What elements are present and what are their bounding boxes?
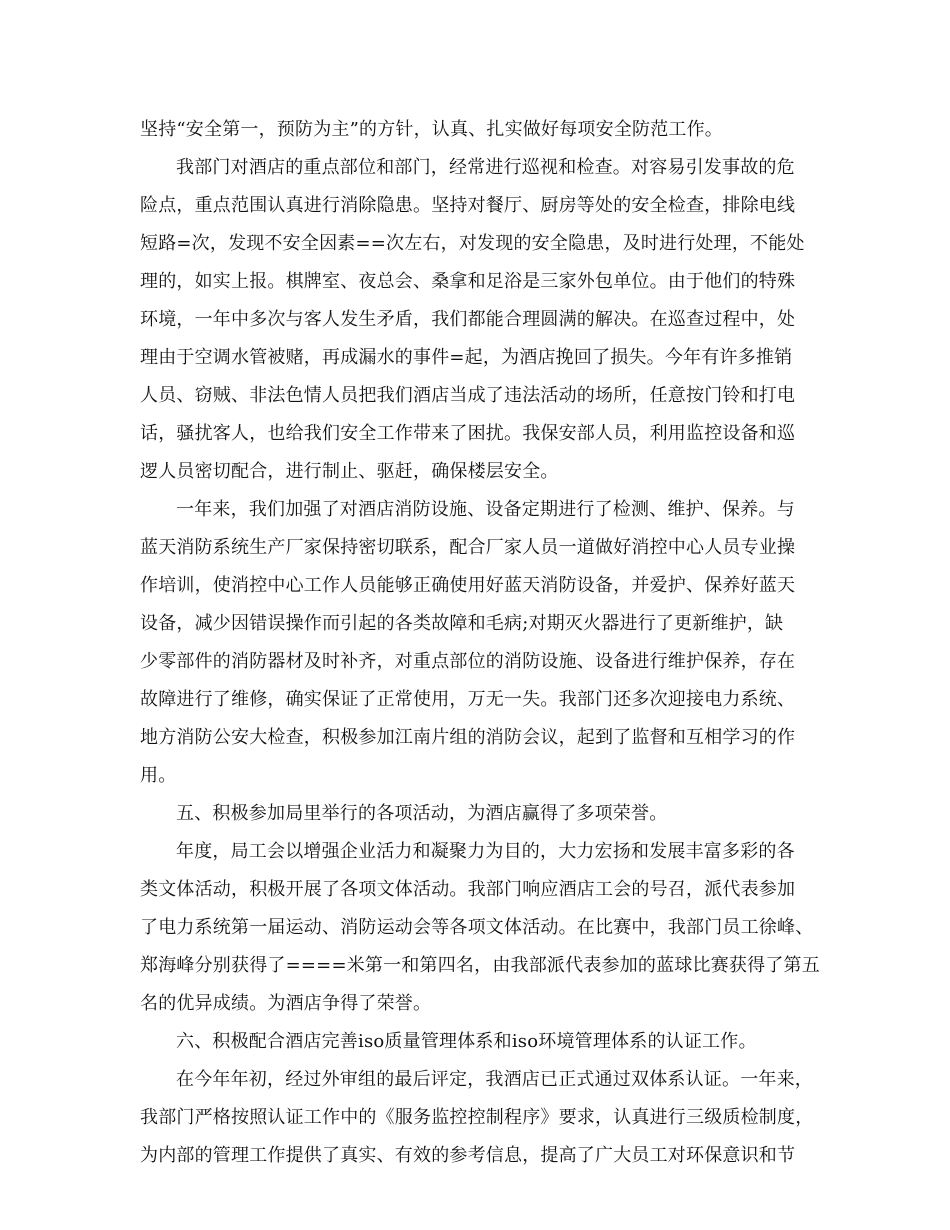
text-line: 少零部件的消防器材及时补齐，对重点部位的消防设施、设备进行维护保养，存在 bbox=[140, 651, 796, 672]
text-line: 理的，如实上报。棋牌室、夜总会、桑拿和足浴是三家外包单位。由于他们的特殊 bbox=[140, 271, 796, 292]
text-line: 理由于空调水管被赌，再成漏水的事件=起，为酒店挽回了损失。今年有许多推销 bbox=[140, 347, 793, 368]
text-line: 我部门对酒店的重点部位和部门，经常进行巡视和检查。对容易引发事故的危 bbox=[176, 157, 795, 178]
text-line: 郑海峰分别获得了====米第一和第四名，由我部派代表参加的蓝球比赛获得了第五 bbox=[140, 955, 820, 976]
document-body bbox=[140, 111, 820, 1175]
text-line: 短路=次，发现不安全因素==次左右，对发现的安全隐患，及时进行处理，不能处 bbox=[140, 233, 805, 254]
text-line: 逻人员密切配合，进行制止、驱赶，确保楼层安全。 bbox=[140, 461, 559, 482]
text-line: 环境，一年中多次与客人发生矛盾，我们都能合理圆满的解决。在巡查过程中，处 bbox=[140, 309, 796, 330]
text-line: 蓝天消防系统生产厂家保持密切联系，配合厂家人员一道做好消控中心人员专业操 bbox=[140, 537, 796, 558]
text-line: 在今年年初，经过外审组的最后评定，我酒店已正式通过双体系认证。一年来， bbox=[176, 1069, 813, 1090]
text-line: 故障进行了维修，确实保证了正常使用，万无一失。我部门还多次迎接电力系统、 bbox=[140, 689, 796, 710]
text-line: 我部门严格按照认证工作中的《服务监控控制程序》要求，认真进行三级质检制度， bbox=[140, 1107, 814, 1128]
text-line: 设备，减少因错误操作而引起的各类故障和毛病;对期灭火器进行了更新维护，缺 bbox=[140, 613, 784, 634]
text-line: 用。 bbox=[140, 765, 177, 786]
text-line: 类文体活动，积极开展了各项文体活动。我部门响应酒店工会的号召，派代表参加 bbox=[140, 879, 796, 900]
text-line: 地方消防公安大检查，积极参加江南片组的消防会议，起到了监督和互相学习的作 bbox=[140, 727, 796, 748]
text-line: 一年来，我们加强了对酒店消防设施、设备定期进行了检测、维护、保养。与 bbox=[176, 499, 795, 520]
text-line: 了电力系统第一届运动、消防运动会等各项文体活动。在比赛中，我部门员工徐峰、 bbox=[140, 917, 814, 938]
text-line: 人员、窃贼、非法色情人员把我们酒店当成了违法活动的场所，任意按门铃和打电 bbox=[140, 385, 796, 406]
text-line: 作培训，使消控中心工作人员能够正确使用好蓝天消防设备，并爱护、保养好蓝天 bbox=[140, 575, 796, 596]
text-line: 话，骚扰客人，也给我们安全工作带来了困扰。我保安部人员，利用监控设备和巡 bbox=[140, 423, 796, 444]
section-heading: 五、积极参加局里举行的各项活动，为酒店赢得了多项荣誉。 bbox=[176, 803, 668, 824]
text-line: 年度，局工会以增强企业活力和凝聚力为目的，大力宏扬和发展丰富多彩的各 bbox=[176, 841, 795, 862]
text-line: 为内部的管理工作提供了真实、有效的参考信息，提高了广大员工对环保意识和节 bbox=[140, 1145, 796, 1166]
text-line: 名的优异成绩。为酒店争得了荣誉。 bbox=[140, 993, 432, 1014]
text-line: 险点，重点范围认真进行消除隐患。坚持对餐厅、厨房等处的安全检查，排除电线 bbox=[140, 195, 796, 216]
text-line: 坚持“安全第一，预防为主”的方针，认真、扎实做好每项安全防范工作。 bbox=[140, 119, 724, 140]
section-heading: 六、积极配合酒店完善iso质量管理体系和iso环境管理体系的认证工作。 bbox=[176, 1031, 757, 1052]
